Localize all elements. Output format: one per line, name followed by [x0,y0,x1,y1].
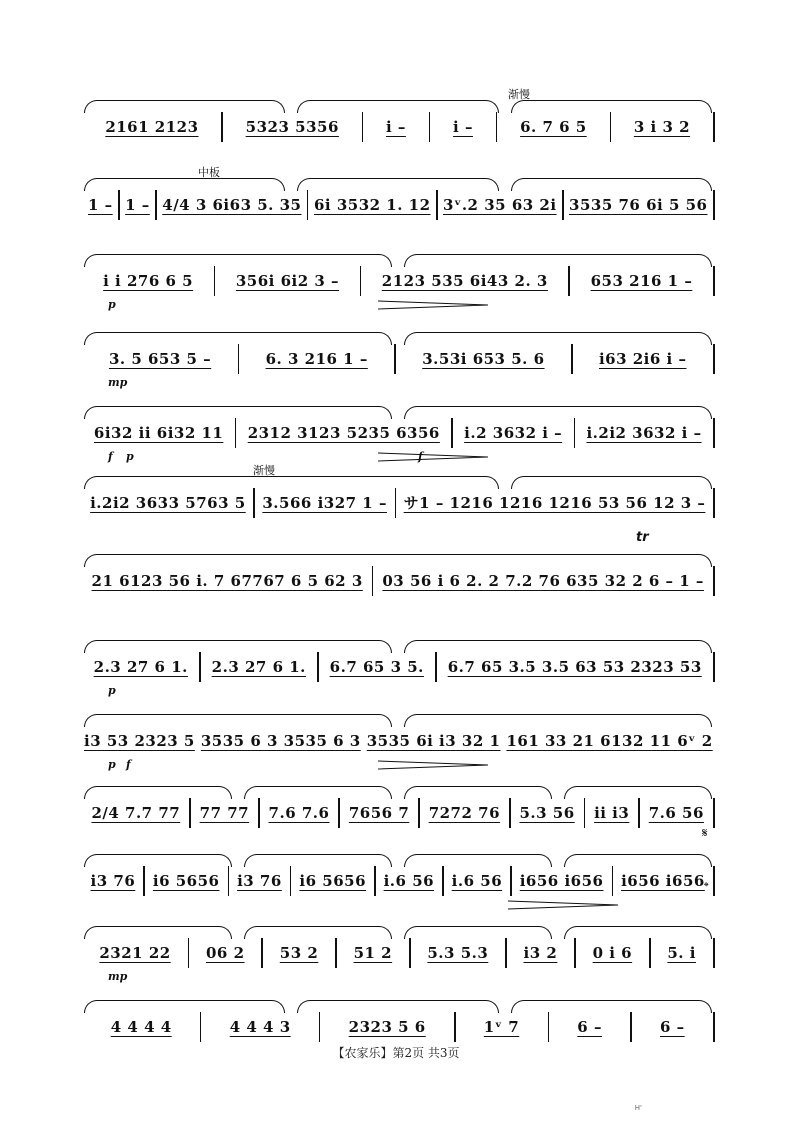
phrase-slur [511,1000,712,1013]
barline [395,488,397,518]
measure: i6 5656 [299,872,367,890]
measure: i656 i656 [621,872,705,890]
measure: i i 276 6 5 [103,272,194,290]
phrase-slur [84,1000,285,1013]
barline [221,112,223,142]
dynamic-marking: f [126,758,131,771]
barline [360,266,362,296]
barline [228,866,230,896]
phrase-slur [564,854,712,867]
score-system [78,240,718,320]
barline [374,866,376,896]
barline [568,266,570,296]
measure: 21 6123 56 i. 7 67767 6 5 62 3 [91,572,363,590]
barline [612,866,614,896]
score-system [78,318,718,398]
measure-row [78,652,718,682]
measure: 3. 5 653 5 – [108,350,212,368]
hairpin-decrescendo [508,900,618,910]
barline [143,866,145,896]
measure: 2323 5 6 [348,1018,426,1036]
measure: 4/4 3 6i63 5. 35 [162,196,302,214]
barline [319,1012,321,1042]
coda-icon: 𝄌 [704,880,709,895]
barline [713,566,715,596]
phrase-slur [244,854,392,867]
trill-mark: tr [636,530,649,545]
barline [584,798,586,828]
barline [253,488,255,518]
barline [713,488,715,518]
measure: 6.7 65 3.5 3.5 63 53 2323 53 [447,658,702,676]
score-system [78,164,718,244]
barline [199,652,201,682]
measure: 6i 3532 1. 12 [313,196,431,214]
phrase-slur [244,926,392,939]
barline [496,112,498,142]
phrase-slur [84,406,392,419]
dynamic-marking: mp [108,970,128,983]
barline [155,190,157,220]
score-system [78,462,718,542]
barline [372,566,374,596]
barline [235,418,237,448]
dynamic-marking: mp [108,376,128,389]
measure: i6 5656 [152,872,220,890]
score-system [78,392,718,472]
measure: 2161 2123 [105,118,199,136]
measure: i – [453,118,473,136]
barline [713,418,715,448]
measure-row [78,1012,718,1042]
barline [610,112,612,142]
measure: 3.566 i327 1 – [262,494,387,512]
measure: i656 i656 [519,872,604,890]
phrase-slur [297,1000,498,1013]
phrase-slur [404,854,552,867]
tempo-marking: 渐慢 [508,88,530,101]
barline [436,190,438,220]
barline [713,266,715,296]
barline [362,112,364,142]
measure: i – [386,118,406,136]
score-system [78,912,718,992]
measure: 3535 6 3 3535 6 3 [200,732,361,750]
barline [454,1012,456,1042]
measure: 6 – [577,1018,602,1036]
measure: 06 2 [205,944,245,962]
score-system [78,840,718,920]
barline [509,798,511,828]
measure: 5.3 56 [519,804,575,822]
measure: i.2 3632 i – [464,424,563,442]
measure: i.2i2 3633 5763 5 [90,494,246,512]
measure: 77 77 [199,804,250,822]
barline [261,938,263,968]
measure: 7656 7 [348,804,410,822]
measure: i.6 56 [383,872,435,890]
measure: 3535 6i i3 32 1 [366,732,501,750]
measure: 5. i [667,944,696,962]
measure-row [78,112,718,142]
measure: i3 2 [523,944,558,962]
phrase-slur [84,714,392,727]
barline [713,798,715,828]
barline [505,938,507,968]
barline [713,866,715,896]
barline [638,798,640,828]
phrase-slur [84,254,392,267]
phrase-slur [297,178,498,191]
measure-row [78,798,718,828]
measure: 4 4 4 3 [229,1018,291,1036]
barline [258,798,260,828]
barline [418,798,420,828]
measure-row [78,488,718,518]
phrase-slur [404,332,712,345]
measure: 7.6 56 [648,804,704,822]
measure: 2.3 27 6 1. [93,658,188,676]
measure: 1 – [87,196,113,214]
measure: i.6 56 [451,872,503,890]
dynamic-marking: p [108,298,116,311]
barline [713,938,715,968]
phrase-slur [84,178,285,191]
hairpin-decrescendo [378,452,488,462]
corner-mark: H' [634,1104,642,1112]
dynamic-marking: p [126,450,134,463]
barline [713,1012,715,1042]
phrase-slur [564,926,712,939]
barline [649,938,651,968]
dynamic-marking: p [108,684,116,697]
measure: 161 33 21 6132 11 6ᵛ 2 [506,732,713,750]
barline [338,798,340,828]
barline [548,1012,550,1042]
measure: 2321 22 [99,944,171,962]
phrase-slur [511,476,712,489]
measure: 6. 7 6 5 [520,118,587,136]
page-footer: 【农家乐】第2页 共3页 [332,1046,460,1060]
phrase-slur [511,100,712,113]
phrase-slur [84,332,392,345]
barline [630,1012,632,1042]
barline [562,190,564,220]
barline [188,938,190,968]
measure-row [78,566,718,596]
barline [200,1012,202,1042]
barline [317,652,319,682]
measure: サ1 – 1216 1216 1216 53 56 12 3 – [403,494,706,512]
barline [713,652,715,682]
measure: 2/4 7.7 77 [91,804,181,822]
measure: 2.3 27 6 1. [211,658,306,676]
barline [442,866,444,896]
phrase-slur [84,100,285,113]
phrase-slur [511,178,712,191]
measure: 3ᵛ.2 35 63 2i [443,196,557,214]
score-system [78,86,718,166]
measure: 1 – [125,196,150,214]
barline [335,938,337,968]
measure: 6.7 65 3 5. [329,658,424,676]
phrase-slur [84,854,232,867]
measure: ii i3 [594,804,630,822]
barline [713,112,715,142]
measure: 0 i 6 [592,944,633,962]
measure: 51 2 [353,944,393,962]
measure: 6. 3 216 1 – [265,350,368,368]
phrase-slur [404,640,712,653]
measure: 7.6 7.6 [268,804,330,822]
barline [574,418,576,448]
phrase-slur [84,926,232,939]
segno-icon: 𝄋 [702,826,708,841]
barline [189,798,191,828]
barline [307,190,309,220]
barline [713,344,715,374]
measure: 53 2 [279,944,319,962]
tempo-marking: 渐慢 [253,464,275,477]
measure: 3 i 3 2 [633,118,691,136]
measure: 1ᵛ 7 [483,1018,520,1036]
barline [394,344,396,374]
barline [238,344,240,374]
measure-row [78,344,718,374]
barline [214,266,216,296]
measure: i3 76 [237,872,282,890]
score-system [78,626,718,706]
phrase-slur [84,640,392,653]
measure: i63 2i6 i – [598,350,687,368]
barline [429,112,431,142]
measure-row [78,866,718,896]
measure: i3 53 2323 5 [84,732,195,750]
phrase-slur [84,554,712,567]
barline [574,938,576,968]
phrase-slur [404,406,712,419]
barline [571,344,573,374]
measure-row [78,938,718,968]
measure: 6i32 ii 6i32 11 [93,424,224,442]
measure: 5323 5356 [245,118,339,136]
measure-row [78,266,718,296]
measure: 4 4 4 4 [110,1018,172,1036]
barline [451,418,453,448]
measure: 356i 6i2 3 – [235,272,340,290]
measure: 653 216 1 – [590,272,693,290]
phrase-slur [404,714,712,727]
phrase-slur [84,786,232,799]
hairpin-decrescendo [378,760,488,770]
barline [510,866,512,896]
barline [713,190,715,220]
phrase-slur [564,786,712,799]
barline [435,652,437,682]
phrase-slur [84,476,499,489]
dynamic-marking: f [108,450,113,463]
hairpin-decrescendo [378,300,488,310]
measure: 7272 76 [428,804,501,822]
dynamic-marking: p [108,758,116,771]
measure: 3535 76 6i 5 56 [569,196,708,214]
phrase-slur [404,926,552,939]
barline [409,938,411,968]
tempo-marking: 中板 [198,166,220,179]
measure: 2123 535 6i43 2. 3 [381,272,548,290]
measure-row [78,190,718,220]
score-system [78,700,718,780]
measure: 2312 3123 5235 6356 [247,424,440,442]
barline [118,190,120,220]
measure-row [78,726,718,756]
barline [290,866,292,896]
measure: 03 56 i 6 2. 2 7.2 76 635 32 2 6 – 1 – [382,572,704,590]
phrase-slur [404,254,712,267]
measure-row [78,418,718,448]
phrase-slur [297,100,498,113]
measure: i3 76 [90,872,136,890]
measure: i.2i2 3632 i – [586,424,702,442]
score-system [78,540,718,620]
phrase-slur [244,786,392,799]
measure: 3.53i 653 5. 6 [422,350,545,368]
measure: 6 – [659,1018,685,1036]
measure: 5.3 5.3 [427,944,489,962]
dynamic-marking: f [418,450,423,463]
phrase-slur [404,786,552,799]
